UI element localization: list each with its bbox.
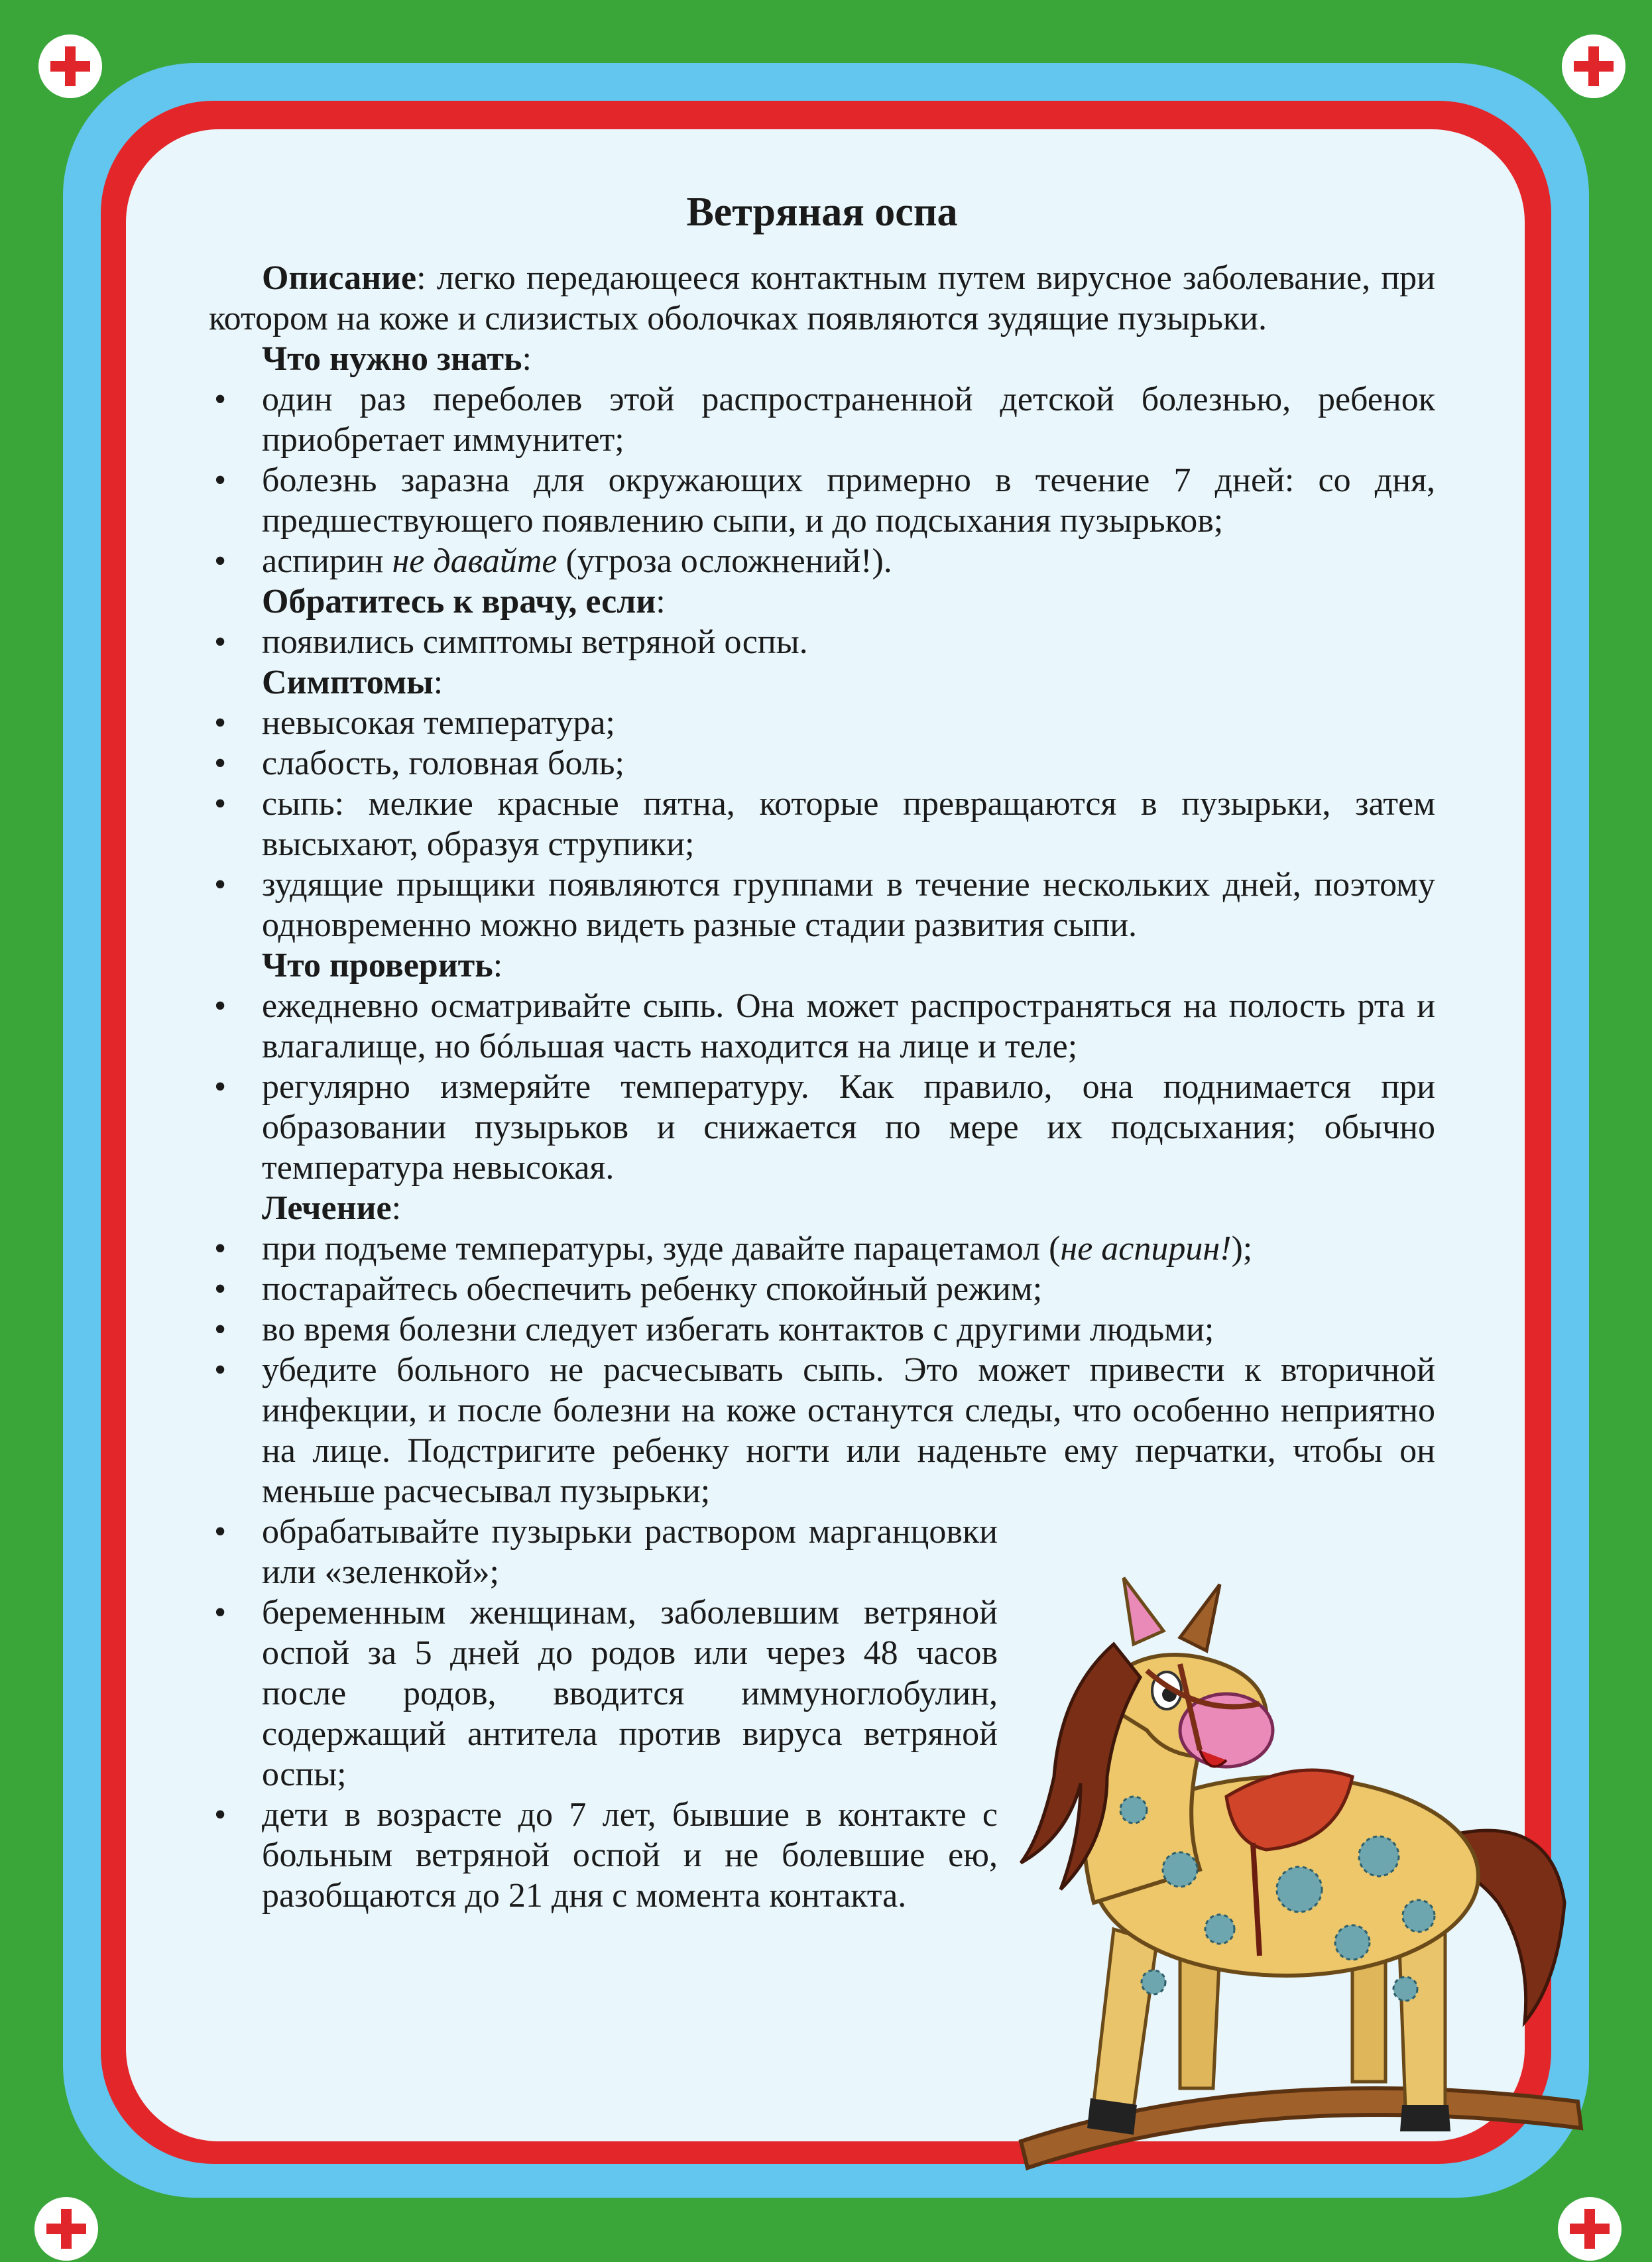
section-heading-symptoms: Симптомы: xyxy=(262,664,443,701)
description-paragraph xyxy=(209,258,1435,339)
section-heading-treatment: Лечение: xyxy=(262,1189,402,1227)
description-label: Описание xyxy=(262,259,417,297)
red-cross-icon xyxy=(1562,34,1625,98)
list-item: • появились симптомы ветряной оспы. xyxy=(209,622,1435,662)
symptoms-list xyxy=(209,703,1435,945)
section-heading-check: Что проверить: xyxy=(262,947,503,984)
list-item: • болезнь заразна для окружающих примерно в течение 7 дней: со дня, предшествующего появлению сыпи, и до подсыхания пузырьков; xyxy=(209,460,1435,541)
list-item: • невысокая температура; xyxy=(209,703,1435,743)
list-item: • аспирин не давайте (угроза осложнений!). xyxy=(209,541,1435,581)
list-item: • регулярно измеряйте температуру. Как правило, она поднимается при образовании пузырьков и снижается по мере их подсыхания; обычно температура невысокая. xyxy=(209,1067,1435,1188)
doctor-list xyxy=(209,622,1435,662)
description-text: : легко передающееся контактным путем вирусное заболевание, при котором на коже и слизистых оболочках появляются зудящие пузырьки. xyxy=(209,259,1435,337)
list-item: • зудящие прыщики появляются группами в течение нескольких дней, поэтому одновременно можно видеть разные стадии развития сыпи. xyxy=(209,864,1435,945)
know-list xyxy=(209,379,1435,581)
rocking-horse-illustration xyxy=(981,1558,1591,2181)
list-item: • дети в возрасте до 7 лет, бывшие в контакте с больным ветряной оспой и не болевшие ею, разобщаются до 21 дня с момента контакта. xyxy=(209,1795,998,1916)
page-title: Ветряная оспа xyxy=(686,190,958,235)
section-heading-know: Что нужно знать: xyxy=(262,340,532,378)
list-item: • постарайтесь обеспечить ребенку спокойный режим; xyxy=(209,1269,1435,1309)
list-item: • беременным женщинам, заболевшим ветряной оспой за 5 дней до родов или через 48 часов после родов, вводится иммуноглобулин, содержащий антитела против вируса ветряной оспы; xyxy=(209,1592,998,1795)
list-item: • при подъеме температуры, зуде давайте парацетамол (не аспирин!); xyxy=(209,1228,1435,1269)
red-cross-icon xyxy=(38,34,102,98)
list-item: • во время болезни следует избегать контактов с другими людьми; xyxy=(209,1309,1435,1350)
list-item: • слабость, головная боль; xyxy=(209,743,1435,784)
list-item: • обрабатывайте пузырьки раствором марганцовки или «зеленкой»; xyxy=(209,1512,998,1592)
list-item: • сыпь: мелкие красные пятна, которые превращаются в пузырьки, затем высыхают, образуя струпики; xyxy=(209,784,1435,864)
section-heading-doctor: Обратитесь к врачу, если: xyxy=(262,583,666,621)
list-item: • убедите больного не расчесывать сыпь. Это может привести к вторичной инфекции, и после болезни на коже останутся следы, что особенно неприятно на лице. Подстригите ребенку ногти или наденьте ему перчатки, чтобы он меньше расчесывал пузырьки; xyxy=(209,1350,1435,1512)
check-list xyxy=(209,986,1435,1188)
red-cross-icon xyxy=(1558,2197,1622,2261)
list-item: • один раз переболев этой распространенной детской болезнью, ребенок приобретает иммунитет; xyxy=(209,379,1435,460)
red-cross-icon xyxy=(34,2197,98,2261)
treatment-list xyxy=(209,1228,1435,1512)
list-item: • ежедневно осматривайте сыпь. Она может распространяться на полость рта и влагалище, но бóльшая часть находится на лице и теле; xyxy=(209,986,1435,1067)
